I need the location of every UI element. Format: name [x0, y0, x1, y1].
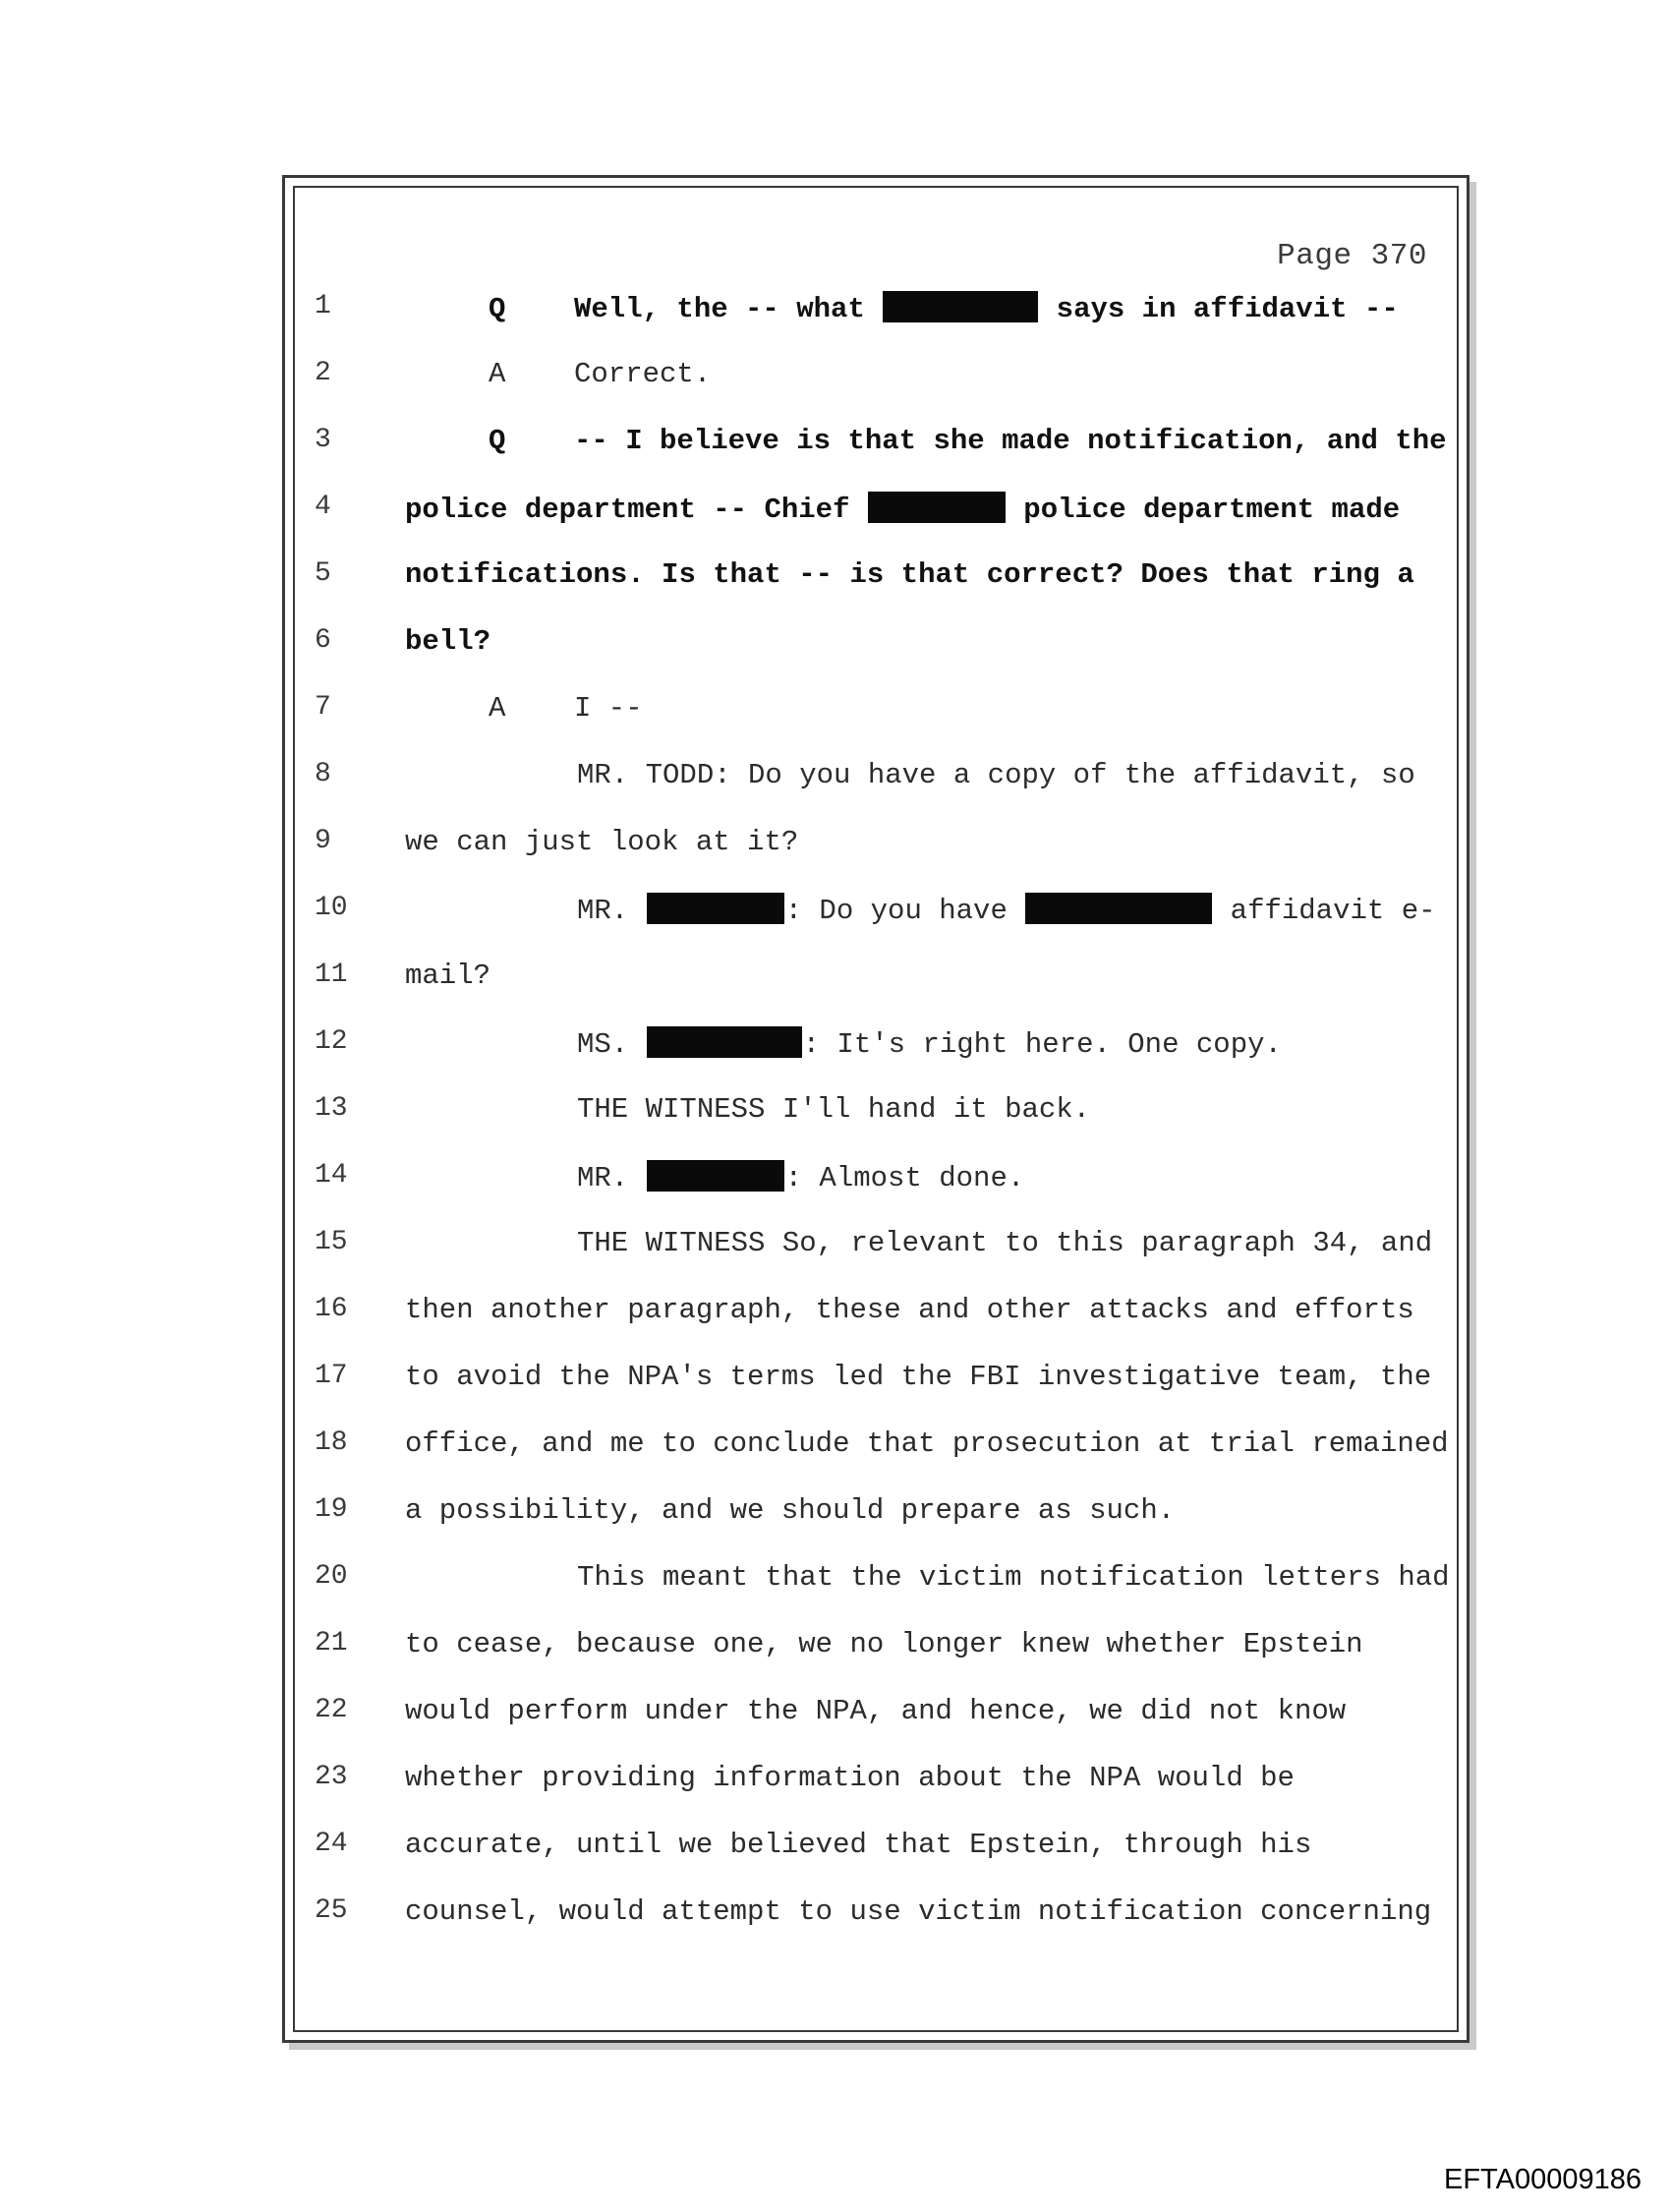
redaction-box: [1025, 893, 1212, 924]
line-content: THE WITNESS I'll hand it back.: [577, 1093, 1091, 1126]
transcript-line-17: [295, 1361, 1457, 1400]
line-content: THE WITNESS So, relevant to this paragraph 34, and: [577, 1227, 1433, 1259]
line-content: then another paragraph, these and other attacks and efforts: [405, 1294, 1414, 1326]
transcript-line-18: [295, 1427, 1457, 1467]
transcript-line-23: [295, 1762, 1457, 1801]
line-number: 19: [315, 1494, 348, 1525]
redaction-box: [883, 291, 1038, 322]
line-content: [405, 1160, 1024, 1194]
redaction-box: [647, 1026, 802, 1058]
transcript-line-9: [295, 826, 1457, 865]
line-text: : Do you have: [784, 895, 1025, 927]
transcript-line-20: [295, 1561, 1457, 1601]
transcript-line-11: [295, 960, 1457, 999]
line-content: office, and me to conclude that prosecution at trial remained: [405, 1427, 1449, 1460]
line-content: accurate, until we believed that Epstein, through his: [405, 1829, 1312, 1861]
line-content: This meant that the victim notification letters had: [577, 1561, 1450, 1594]
line-text: I --: [574, 692, 643, 725]
line-content: [405, 492, 1400, 526]
line-content: to avoid the NPA's terms led the FBI investigative team, the: [405, 1361, 1432, 1393]
line-number: 2: [315, 358, 331, 388]
line-number: 1: [315, 291, 331, 321]
line-text: police department -- Chief: [405, 494, 867, 526]
line-number: 24: [315, 1829, 348, 1859]
line-number: 16: [315, 1294, 348, 1324]
line-text: : Almost done.: [784, 1162, 1025, 1194]
line-number: 22: [315, 1695, 348, 1725]
line-content: a possibility, and we should prepare as such.: [405, 1494, 1176, 1527]
transcript-line-19: [295, 1494, 1457, 1534]
line-number: 9: [315, 826, 331, 856]
speaker-q: Q: [489, 425, 506, 457]
line-content: mail?: [405, 960, 491, 992]
redaction-box: [868, 492, 1006, 523]
transcript-line-10: [295, 893, 1457, 932]
line-content: notifications. Is that -- is that correct? Does that ring a: [405, 558, 1414, 591]
speaker-q: Q: [489, 293, 506, 325]
transcript-line-1: [295, 291, 1457, 330]
line-number: 6: [315, 625, 331, 656]
line-number: 15: [315, 1227, 348, 1257]
line-number: 13: [315, 1093, 348, 1124]
transcript-line-5: [295, 558, 1457, 598]
transcript-line-6: [295, 625, 1457, 665]
line-content: to cease, because one, we no longer knew whether Epstein: [405, 1628, 1363, 1660]
line-text: MS.: [577, 1028, 646, 1061]
transcript-line-8: [295, 759, 1457, 798]
transcript-line-25: [295, 1895, 1457, 1935]
line-content: we can just look at it?: [405, 826, 799, 858]
line-number: 14: [315, 1160, 348, 1191]
line-number: 8: [315, 759, 331, 789]
line-number: 17: [315, 1361, 348, 1391]
transcript-line-22: [295, 1695, 1457, 1734]
line-content: would perform under the NPA, and hence, we did not know: [405, 1695, 1347, 1727]
redaction-box: [647, 1160, 784, 1192]
line-number: 4: [315, 492, 331, 522]
line-number: 20: [315, 1561, 348, 1592]
line-number: 5: [315, 558, 331, 589]
line-number: 3: [315, 425, 331, 455]
transcript-page-frame: [282, 175, 1469, 2043]
line-text: police department made: [1006, 494, 1401, 526]
speaker-a: A: [489, 358, 506, 390]
line-content: [405, 692, 643, 725]
line-text: MR.: [577, 1162, 646, 1194]
line-content: counsel, would attempt to use victim notification concerning: [405, 1895, 1432, 1928]
line-content: [405, 893, 1436, 927]
transcript-line-12: [295, 1026, 1457, 1066]
line-text: affidavit e-: [1213, 895, 1436, 927]
transcript-line-14: [295, 1160, 1457, 1199]
transcript-line-2: [295, 358, 1457, 397]
line-content: [405, 1026, 1282, 1061]
line-content: bell?: [405, 625, 491, 658]
line-text: -- I believe is that she made notification, and the: [574, 425, 1447, 457]
transcript-line-15: [295, 1227, 1457, 1266]
line-text: says in affidavit --: [1039, 293, 1399, 325]
transcript-line-13: [295, 1093, 1457, 1133]
transcript-line-7: [295, 692, 1457, 731]
line-number: 11: [315, 960, 348, 990]
line-number: 7: [315, 692, 331, 723]
page-number: Page 370: [1277, 239, 1427, 273]
line-number: 21: [315, 1628, 348, 1659]
transcript-line-16: [295, 1294, 1457, 1333]
line-number: 18: [315, 1427, 348, 1458]
line-number: 25: [315, 1895, 348, 1926]
transcript-line-24: [295, 1829, 1457, 1868]
transcript-line-21: [295, 1628, 1457, 1667]
line-content: [405, 425, 1447, 457]
line-content: whether providing information about the NPA would be: [405, 1762, 1295, 1794]
line-text: Correct.: [574, 358, 712, 390]
line-content: [405, 291, 1399, 325]
transcript-line-4: [295, 492, 1457, 531]
line-text: Well, the -- what: [574, 293, 883, 325]
line-number: 23: [315, 1762, 348, 1792]
speaker-a: A: [489, 692, 506, 725]
line-number: 10: [315, 893, 348, 923]
line-text: MR.: [577, 895, 646, 927]
transcript-page-inner-border: [293, 186, 1459, 2032]
line-content: [405, 358, 711, 390]
line-number: 12: [315, 1026, 348, 1057]
bates-number: EFTA00009186: [1444, 2164, 1642, 2195]
line-text: : It's right here. One copy.: [802, 1028, 1282, 1061]
line-content: MR. TODD: Do you have a copy of the affidavit, so: [577, 759, 1415, 791]
redaction-box: [647, 893, 784, 924]
transcript-line-3: [295, 425, 1457, 464]
